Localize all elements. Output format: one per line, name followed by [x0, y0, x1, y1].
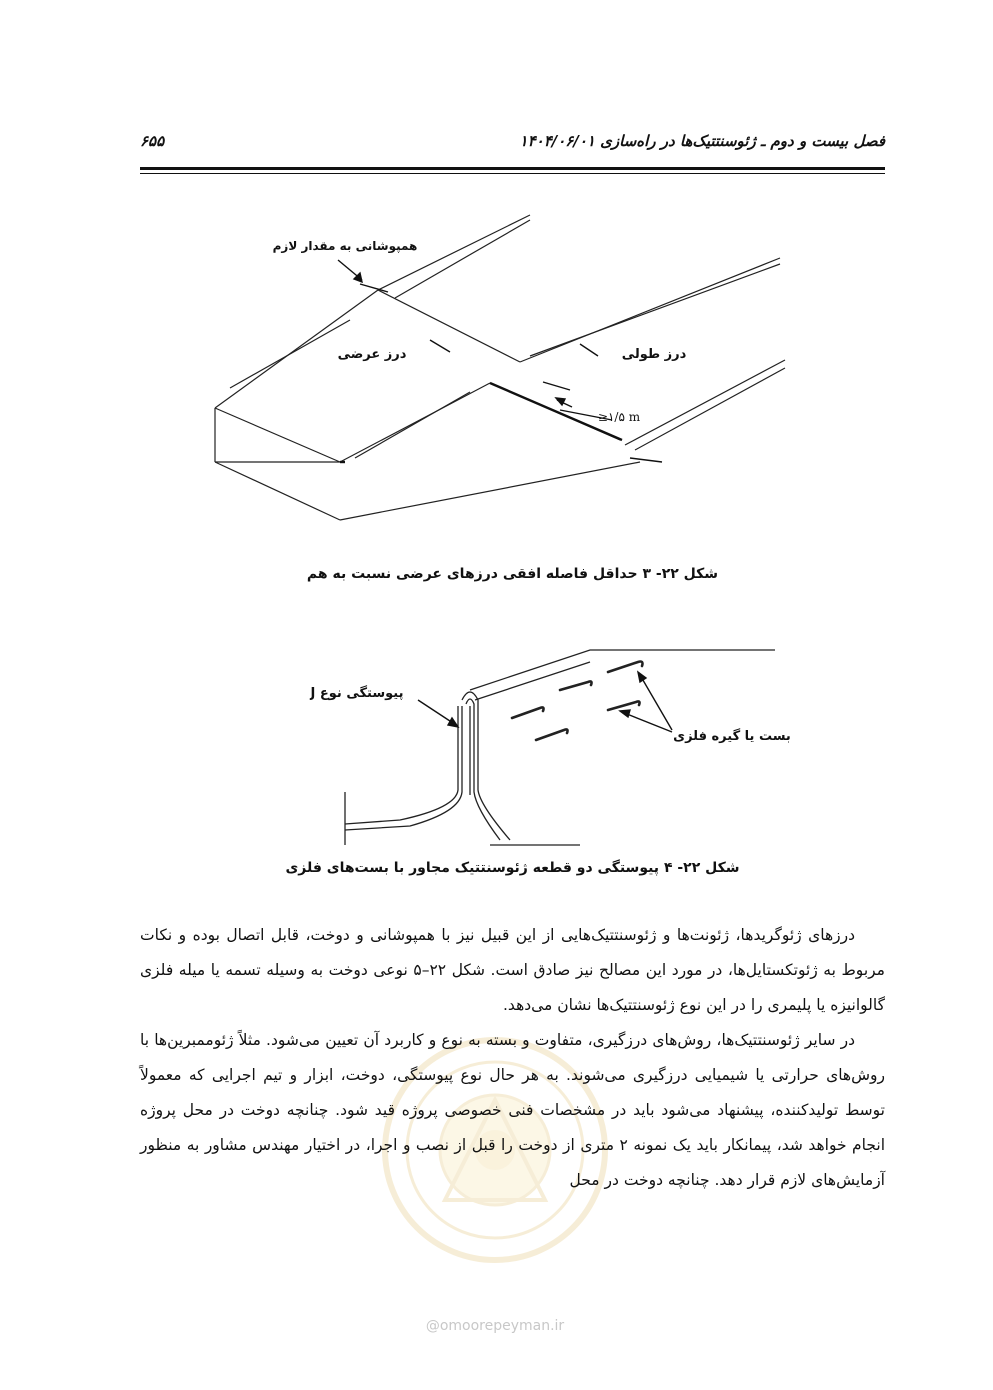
page-header — [140, 128, 885, 158]
label-min-distance: ≥۱/۵ m — [597, 410, 641, 424]
figure1-caption: شکل ۲۲- ۳ حداقل فاصله افقی درزهای عرضی نسبت به هم — [306, 566, 719, 582]
label-longitudinal-seam: درز طولی — [621, 347, 687, 362]
paragraph-2: در سایر ژئوسنتتیک‌ها، روش‌های درزگیری، متفاوت و بسته به نوع و کاربرد آن تعیین می‌شود. مثلاً ژئوممبرین‌ها با روش‌های حرارتی یا شیمیایی درزگیری می‌شوند. به هر حال نوع پیوستگی، دوخت، ابزار و تیم اجرایی که معمولاً توسط تولیدکننده، پیشنهاد می‌شود باید در مشخصات فنی خصوصی پروژه قید شود. چنانچه دوخت در محل پروژه انجام خواهد شد، پیمانکار باید یک نمونه ۲ متری از دوخت را قبل از نصب و اجرا، در اختیار مهندس مشاور به منظور آزمایش‌های لازم قرار دهد. چنانچه دوخت در محل — [140, 1031, 885, 1189]
figure-j-seam-clamps — [0, 640, 993, 850]
header-rule-thin — [140, 173, 885, 174]
paragraph-1: درزهای ژئوگریدها، ژئونت‌ها و ژئوسنتتیک‌هایی از این قبیل نیز با همپوشانی و دوخت، قابل اتصال بوده و نکات مربوط به ژئوتکستایل‌ها، در مورد این مصالح نیز صادق است. شکل ۲۲–۵ نوعی دوخت به وسیله تسمه یا میله فلزی گالوانیزه یا پلیمری را در این نوع ژئوسنتتیک‌ها نشان می‌دهد. — [140, 926, 885, 1014]
label-j-seam: پیوستگی نوع J — [310, 686, 404, 701]
figure2-caption: شکل ۲۲- ۴ پیوستگی دو قطعه ژئوسنتتیک مجاور با بست‌های فلزی — [285, 860, 740, 876]
header-rule-thick — [140, 167, 885, 170]
header-title: فصل بیست و دوم ـ ژئوسنتتیک‌ها در راه‌سازی ۱۴۰۴/۰۶/۰۱ — [519, 132, 885, 150]
watermark-text: @omoorepeyman.ir — [425, 1318, 565, 1334]
label-overlap: همپوشانی به مقدار لازم — [272, 239, 418, 253]
label-transverse-seam: درز عرضی — [337, 347, 407, 362]
body-text — [140, 918, 885, 1198]
label-metal-clamp: بست یا گیره فلزی — [673, 729, 791, 744]
figure-transverse-seams — [0, 200, 993, 550]
page-number: ۶۵۵ — [140, 132, 165, 150]
